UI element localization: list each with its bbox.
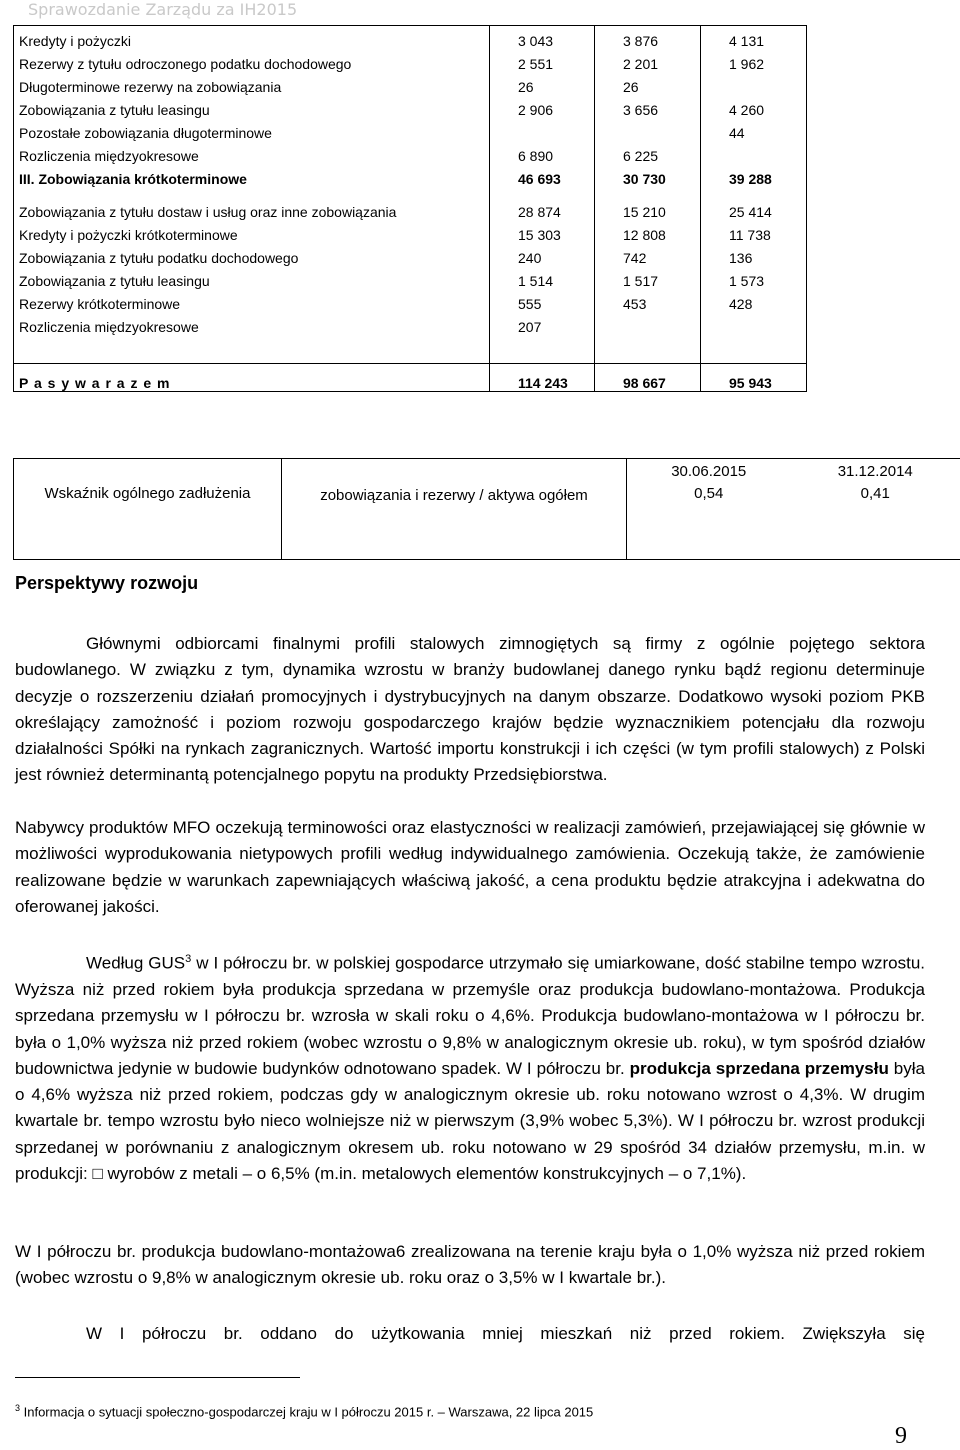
value-2015-06: 2 906 (490, 95, 595, 118)
spacer-row (14, 335, 807, 364)
value-2015-06: 2 551 (490, 49, 595, 72)
row-label: Rezerwy krótkoterminowe (14, 289, 490, 312)
value-2015-06: 207 (490, 312, 595, 335)
value-2014-06: 4 131 (701, 26, 807, 50)
value-2014-12 (595, 312, 701, 335)
ratio-date-1: 30.06.2015 (627, 459, 791, 486)
row-label: Kredyty i pożyczki (14, 26, 490, 50)
value-2014-12: 742 (595, 243, 701, 266)
p3-text-c: była o 4,6% wyższa niż przed rokiem, podczas gdy w analogicznym okresie ub. roku notowano wzrost o 4,3%. W drugim kwartale br. tempo wzrostu było nieco wolniejsze niż w pierwszym (3,9% wobec 5,3%). W I półroczu br. wzrost produkcji sprzedanej w porównaniu z analogicznym okresem ub. roku notowano w 29 spośród 34 działów przemysłu, m.in. w produkcji: (15, 1059, 925, 1183)
total-2014-06: 95 943 (701, 364, 807, 392)
value-2014-12: 3 656 (595, 95, 701, 118)
total-2015-06: 114 243 (490, 364, 595, 392)
value-2015-06: 240 (490, 243, 595, 266)
value-2015-06: 15 303 (490, 220, 595, 243)
table-row (14, 187, 807, 220)
table-row (14, 95, 807, 118)
row-label: Pozostałe zobowiązania długoterminowe (14, 118, 490, 141)
ratio-date-2: 31.12.2014 (791, 459, 960, 486)
paragraph-1: Głównymi odbiorcami finalnymi profili stalowych zimnogiętych są firmy z ogólnie pojętego sektora budowlanego. W związku z tym, dynamika wzrostu w branży budowlanej danego rynku bądź regionu determinuje decyzje o rozszerzeniu działań promocyjnych i dystrybucyjnych na danym obszarze. Dodatkowo wysoki poziom PKB określający zamożność i poziom rozwoju gospodarczego krajów będzie wyznacznikiem potencjału dla rozwoju działalności Spółki na rynkach zagranicznych. Wartość importu konstrukcji i ich części (w tym profili stalowych) z Polski jest również determinantą potencjalnego popytu na produkty Przedsiębiorstwa. (15, 631, 925, 789)
table-row (14, 266, 807, 289)
value-2014-06: 39 288 (701, 164, 807, 187)
p3-text-a: Według GUS (86, 954, 185, 973)
total-row (14, 364, 807, 392)
paragraph-5: W I półroczu br. oddano do użytkowania mniej mieszkań niż przed rokiem. Zwiększyła się (15, 1321, 925, 1347)
paragraph-2: Nabywcy produktów MFO oczekują terminowości oraz elastyczności w realizacji zamówień, przejawiającej się głównie w możliwości wyprodukowania nietypowych profili według indywidualnego zamówienia. Oczekują także, że zamówienie realizowane będzie w warunkach zapewniających właściwą jakość, a cena produktu będzie atrakcyjna i adekwatna do oferowanej jakości. (15, 815, 925, 920)
value-2014-06: 25 414 (701, 187, 807, 220)
spacer-cell (595, 335, 701, 364)
row-label: Rezerwy z tytułu odroczonego podatku dochodowego (14, 49, 490, 72)
ratio-value-2: 0,41 (791, 485, 960, 560)
value-2014-06: 428 (701, 289, 807, 312)
value-2014-12: 30 730 (595, 164, 701, 187)
row-label: Długoterminowe rezerwy na zobowiązania (14, 72, 490, 95)
value-2014-12: 15 210 (595, 187, 701, 220)
value-2015-06: 1 514 (490, 266, 595, 289)
table-row (14, 141, 807, 164)
value-2014-06: 136 (701, 243, 807, 266)
table-row (14, 312, 807, 335)
value-2014-12: 3 876 (595, 26, 701, 50)
table-row (14, 118, 807, 141)
value-2014-06: 44 (701, 118, 807, 141)
value-2014-12: 12 808 (595, 220, 701, 243)
row-label: Zobowiązania z tytułu dostaw i usług oraz inne zobowiązania (14, 187, 490, 220)
ratio-formula: zobowiązania i rezerwy / aktywa ogółem (282, 459, 627, 560)
table-row (14, 72, 807, 95)
value-2014-12 (595, 118, 701, 141)
table-row (14, 26, 807, 50)
value-2015-06: 3 043 (490, 26, 595, 50)
page-header: Sprawozdanie Zarządu za IH2015 (28, 0, 297, 19)
value-2014-06 (701, 141, 807, 164)
value-2014-06 (701, 72, 807, 95)
missing-glyph-icon: □ (92, 1164, 102, 1183)
value-2014-12: 453 (595, 289, 701, 312)
row-label: Kredyty i pożyczki krótkoterminowe (14, 220, 490, 243)
balance-table (13, 25, 807, 392)
value-2014-12: 26 (595, 72, 701, 95)
value-2014-06 (701, 312, 807, 335)
ratio-name: Wskaźnik ogólnego zadłużenia (14, 459, 282, 560)
row-label: III. Zobowiązania krótkoterminowe (14, 164, 490, 187)
table-row (14, 49, 807, 72)
spacer-cell (701, 335, 807, 364)
value-2015-06: 26 (490, 72, 595, 95)
value-2015-06: 28 874 (490, 187, 595, 220)
row-label: Zobowiązania z tytułu leasingu (14, 95, 490, 118)
value-2015-06 (490, 118, 595, 141)
spacer-cell (490, 335, 595, 364)
value-2014-06: 11 738 (701, 220, 807, 243)
spacer-cell (14, 335, 490, 364)
paragraph-3 (15, 946, 925, 1187)
footnote-ref: 3 (185, 953, 191, 965)
value-2014-06: 1 573 (701, 266, 807, 289)
row-label: Rozliczenia międzyokresowe (14, 312, 490, 335)
table-row (14, 243, 807, 266)
ratio-table (13, 458, 960, 560)
table-row (14, 164, 807, 187)
value-2014-12: 1 517 (595, 266, 701, 289)
p3-text-d: wyrobów z metali – o 6,5% (m.in. metalowych elementów konstrukcyjnych – o 7,1%). (103, 1164, 746, 1183)
table-row (14, 289, 807, 312)
value-2014-12: 2 201 (595, 49, 701, 72)
p3-bold: produkcja sprzedana przemysłu (630, 1059, 889, 1078)
footnote (15, 1403, 593, 1419)
total-2014-12: 98 667 (595, 364, 701, 392)
page-number: 9 (895, 1423, 907, 1450)
row-label: Zobowiązania z tytułu podatku dochodowego (14, 243, 490, 266)
value-2014-06: 1 962 (701, 49, 807, 72)
footnote-number: 3 (15, 1403, 20, 1413)
paragraph-4: W I półroczu br. produkcja budowlano-montażowa6 zrealizowana na terenie kraju była o 1,0% wyższa niż przed rokiem (wobec wzrostu o 9,8% w analogicznym okresie ub. roku oraz o 3,5% w I kwartale br.). (15, 1239, 925, 1292)
p3-text-b: w I półroczu br. w polskiej gospodarce utrzymało się umiarkowane, dość stabilne tempo wzrostu. Wyższa niż przed rokiem była produkcja sprzedana w przemyśle oraz produkcja budowlano-montażowa. Produkcja sprzedana przemysłu w I półroczu br. wzrosła w skali roku o 4,6%. Produkcja budowlano-montażowa w I półroczu br. była o 1,0% wyższa niż przed rokiem (wobec wzrostu o 9,8% w analogicznym okresie ub. roku), w tym spośród działów budownictwa jedynie w budowie budynków odnotowano spadek. W I półroczu br. (15, 954, 925, 1078)
section-title: Perspektywy rozwoju (15, 573, 198, 594)
row-label: Rozliczenia międzyokresowe (14, 141, 490, 164)
ratio-value-1: 0,54 (627, 485, 791, 560)
footnote-text: Informacja o sytuacji społeczno-gospodarczej kraju w I półroczu 2015 r. – Warszawa, 22 lipca 2015 (20, 1404, 593, 1419)
footnote-separator (15, 1377, 300, 1378)
value-2015-06: 555 (490, 289, 595, 312)
value-2015-06: 46 693 (490, 164, 595, 187)
value-2014-12: 6 225 (595, 141, 701, 164)
value-2015-06: 6 890 (490, 141, 595, 164)
value-2014-06: 4 260 (701, 95, 807, 118)
table-row (14, 220, 807, 243)
total-label: P a s y w a r a z e m (14, 364, 490, 392)
row-label: Zobowiązania z tytułu leasingu (14, 266, 490, 289)
